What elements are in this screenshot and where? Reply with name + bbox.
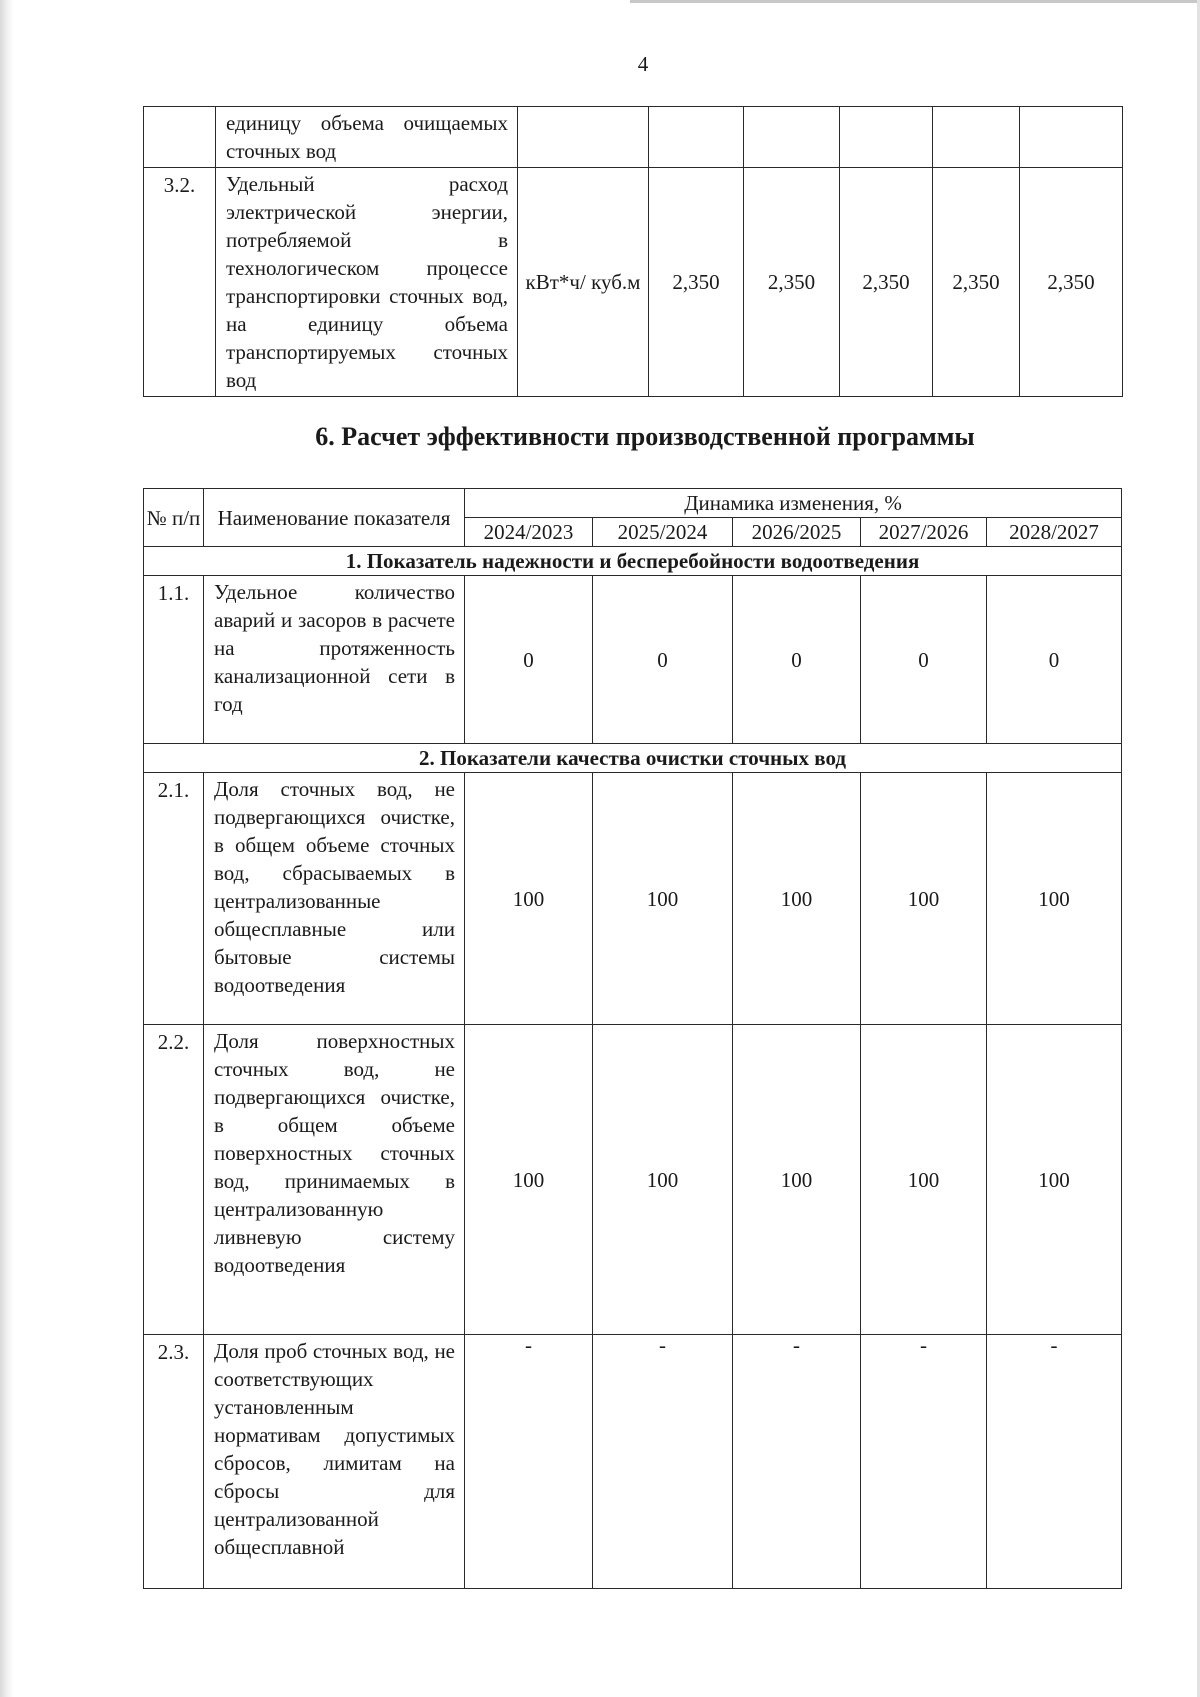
value-cell: 100 [465,1025,593,1335]
value-cell: - [733,1335,861,1589]
value-cell: 2,350 [1020,168,1123,397]
value-cell: 0 [861,576,987,744]
value-cell: 100 [861,773,987,1025]
indicator-name: Удельное количество аварий и засоров в расчете на протяженность канализационной сети в год [204,576,465,744]
scan-edge-left [0,0,14,1697]
value-cell: 100 [593,773,733,1025]
table-row [144,168,1123,397]
value-cell: 2,350 [649,168,744,397]
header-year: 2027/2026 [861,518,987,547]
table-row [144,107,1123,168]
header-year: 2025/2024 [593,518,733,547]
unit-cell [518,107,649,168]
section-heading: 1. Показатель надежности и бесперебойности водоотведения [144,547,1122,576]
value-cell: 2,350 [840,168,933,397]
section-heading: 2. Показатели качества очистки сточных вод [144,744,1122,773]
row-number: 2.3. [144,1335,204,1589]
value-cell: 100 [733,773,861,1025]
header-dynamics: Динамика изменения, % [465,489,1122,518]
value-cell: - [861,1335,987,1589]
table-row [144,1335,1122,1589]
value-cell: 100 [987,773,1122,1025]
row-number [144,107,216,168]
section-title: 6. Расчет эффективности производственной программы [315,422,975,451]
value-cell: 0 [987,576,1122,744]
section-row [144,744,1122,773]
value-cell: 100 [733,1025,861,1335]
value-cell [840,107,933,168]
table-row [144,576,1122,744]
header-name: Наименование показателя [204,489,465,547]
value-cell: 0 [733,576,861,744]
energy-indicators-table [143,106,1123,397]
scan-edge-top [630,0,1200,3]
value-cell: - [593,1335,733,1589]
indicator-name: единицу объема очищаемых сточных вод [216,107,518,168]
indicator-name: Доля проб сточных вод, не соответствующих установленным нормативам допустимых сбросов, лимитам на сбросы для централизованной общесплавной [204,1335,465,1589]
indicator-name: Доля сточных вод, не подвергающихся очистке, в общем объеме сточных вод, сбрасываемых в централизованные общесплавные или бытовые системы водоотведения [204,773,465,1025]
value-cell: 0 [593,576,733,744]
row-number: 2.1. [144,773,204,1025]
header-number: № п/п [144,489,204,547]
row-number: 1.1. [144,576,204,744]
value-cell: 100 [593,1025,733,1335]
header-row [144,489,1122,518]
row-number: 2.2. [144,1025,204,1335]
value-cell: 0 [465,576,593,744]
efficiency-table [143,488,1122,1589]
value-cell [1020,107,1123,168]
table-row [144,1025,1122,1335]
header-year: 2028/2027 [987,518,1122,547]
unit-cell: кВт*ч/ куб.м [518,168,649,397]
header-year: 2026/2025 [733,518,861,547]
row-number: 3.2. [144,168,216,397]
value-cell: - [987,1335,1122,1589]
indicator-name: Доля поверхностных сточных вод, не подвергающихся очистке, в общем объеме поверхностных сточных вод, принимаемых в централизованную ливневую систему водоотведения [204,1025,465,1335]
value-cell: 2,350 [744,168,840,397]
value-cell: - [465,1335,593,1589]
value-cell [933,107,1020,168]
value-cell [649,107,744,168]
value-cell: 100 [861,1025,987,1335]
table-row [144,773,1122,1025]
indicator-name: Удельный расход электрической энергии, потребляемой в технологическом процессе транспортировки сточных вод, на единицу объема транспортируемых сточных вод [216,168,518,397]
header-year: 2024/2023 [465,518,593,547]
page-number: 4 [637,52,649,76]
value-cell: 100 [987,1025,1122,1335]
value-cell: 100 [465,773,593,1025]
value-cell [744,107,840,168]
section-row [144,547,1122,576]
value-cell: 2,350 [933,168,1020,397]
